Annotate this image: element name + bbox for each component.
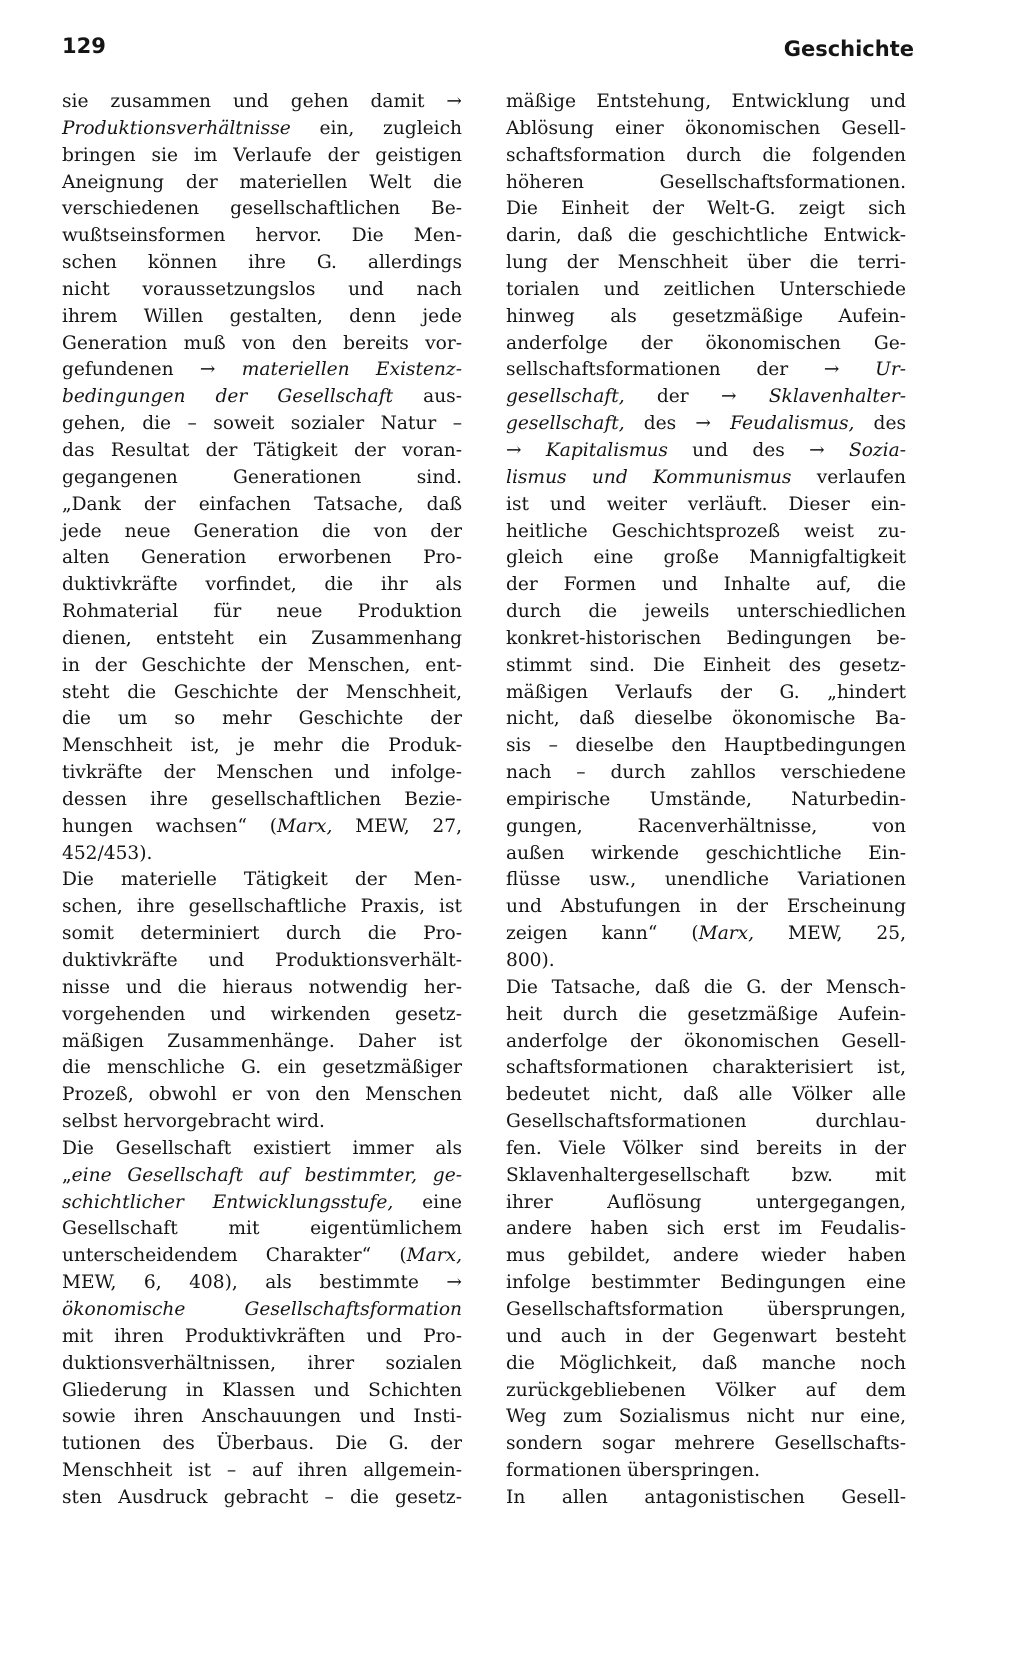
text-line [62,1243,462,1270]
text-segment: mäßigen Zusammenhänge. Daher ist [62,1030,462,1052]
text-line [62,357,462,384]
text-segment: sowie ihren Anschauungen und Insti- [62,1406,462,1428]
page-number: 129 [62,34,106,58]
text-line [62,492,462,519]
text-segment: MEW, 25, [754,923,906,945]
text-segment: nicht voraussetzungslos und nach [62,278,462,300]
text-line [506,304,906,331]
text-segment: die Möglichkeit, daß manche noch [506,1352,906,1374]
text-segment: in der Geschichte der Menschen, ent- [62,654,462,676]
italic-text: eine Gesellschaft auf bestimmter, ge- [71,1164,462,1186]
text-line [506,921,906,948]
text-segment: infolge bestimmter Bedingungen eine [506,1272,906,1294]
text-segment: nach – durch zahllos verschiedene [506,762,906,784]
text-segment: die menschliche G. ein gesetzmäßiger [62,1057,462,1079]
italic-text: bedingungen der Gesellschaft [62,386,394,408]
text-line [62,465,462,492]
text-line [506,1163,906,1190]
text-segment: andere haben sich erst im Feudalis- [506,1218,906,1240]
text-segment: empirische Umstände, Naturbedin- [506,788,906,810]
text-line [506,331,906,358]
text-segment: selbst hervorgebracht wird. [62,1111,325,1133]
italic-text: schichtlicher Entwicklungsstufe, [62,1191,394,1213]
text-line [62,384,462,411]
text-line [506,1485,906,1512]
text-segment: durch die jeweils unterschiedlichen [506,601,906,623]
text-line [62,1216,462,1243]
text-segment: Gesellschaft mit eigentümlichem [62,1218,462,1240]
text-line [506,519,906,546]
text-segment: Ablösung einer ökonomischen Gesell- [506,117,906,139]
text-segment: konkret-historischen Bedingungen be- [506,627,906,649]
italic-text: ökonomische Gesellschaftsformation [62,1298,462,1320]
text-segment: sellschaftsformationen der → [506,359,876,381]
text-segment: Weg zum Sozialismus nicht nur eine, [506,1406,906,1428]
text-line [62,411,462,438]
text-line [62,143,462,170]
text-segment: hungen wachsen“ ( [62,815,278,837]
text-segment: zurückgebliebenen Völker auf dem [506,1379,906,1401]
text-line [62,1270,462,1297]
text-segment: anderfolge der ökonomischen Gesell- [506,1030,906,1052]
text-segment: aus- [393,386,463,408]
text-line [62,545,462,572]
text-segment: Menschheit ist, je mehr die Produk- [62,735,462,757]
text-line [506,411,906,438]
text-segment: duktivkräfte und Produktionsverhält- [62,950,462,971]
italic-text: Marx, [698,923,755,945]
text-line [62,867,462,894]
text-segment: alten Generation erworbenen Pro- [62,547,462,569]
text-segment: hinweg als gesetzmäßige Aufein- [506,305,906,327]
text-line [62,519,462,546]
text-segment: schen können ihre G. allerdings [62,252,462,274]
italic-text: gesellschaft, [506,386,625,408]
text-segment: Rohmaterial für neue Produktion [62,601,462,623]
text-line [62,1136,462,1163]
text-line [506,170,906,197]
text-segment: der → [624,386,769,408]
text-line [62,733,462,760]
text-line [506,1082,906,1109]
text-segment: der Formen und Inhalte auf, die [506,574,906,596]
text-segment: vorgehenden und wirkenden gesetz- [62,1003,462,1025]
text-segment: fen. Viele Völker sind bereits in der [506,1137,906,1159]
text-line [506,89,906,116]
text-segment: gungen, Racenverhältnisse, von [506,815,906,837]
text-line [506,814,906,841]
italic-text: Feudalismus, [730,413,855,435]
text-line [506,116,906,143]
text-segment: die um so mehr Geschichte der [62,708,462,730]
text-line [506,1431,906,1458]
text-line [62,706,462,733]
text-segment: anderfolge der ökonomischen Ge- [506,332,906,354]
text-segment: bedeutet nicht, daß alle Völker alle [506,1084,906,1106]
text-line [506,384,906,411]
text-line [62,1297,462,1324]
text-line [506,1002,906,1029]
text-line [506,867,906,894]
text-segment: dienen, entsteht ein Zusammenhang [62,627,462,649]
text-segment: und auch in der Gegenwart besteht [506,1325,906,1347]
text-line [62,1431,462,1458]
text-line [62,1163,462,1190]
italic-text: materiellen Existenz- [241,359,462,381]
text-line [506,1297,906,1324]
text-segment: schaftsformationen charakterisiert ist, [506,1057,906,1079]
text-line [62,1055,462,1082]
text-line [62,170,462,197]
text-segment: gegangenen Generationen sind. [62,466,462,488]
text-line [506,894,906,921]
text-segment: Die materielle Tätigkeit der Men- [62,869,462,891]
text-line [62,1190,462,1217]
text-segment: MEW, 27, [332,815,462,837]
text-line [506,948,906,975]
text-segment: formationen überspringen. [506,1460,760,1482]
text-line [62,787,462,814]
text-segment: → [506,439,546,461]
text-segment: schaftsformation durch die folgenden [506,144,906,166]
italic-text: Marx, [406,1245,462,1267]
text-line [62,1109,462,1136]
text-line [62,304,462,331]
text-segment: und Abstufungen in der Erscheinung [506,896,906,918]
text-line [506,841,906,868]
italic-text: Kapitalismus [545,439,668,461]
text-segment: Generation muß von den bereits vor- [62,332,462,354]
text-line [506,357,906,384]
text-line [506,1270,906,1297]
text-line [506,975,906,1002]
text-segment: tivkräfte der Menschen und infolge- [62,762,462,784]
text-segment: sondern sogar mehrere Gesellschafts- [506,1433,906,1455]
italic-text: Sozia- [848,439,906,461]
text-line [506,1243,906,1270]
text-segment: unterscheidendem Charakter“ ( [62,1245,407,1267]
text-segment: lung der Menschheit über die terri- [506,252,906,274]
text-line [506,760,906,787]
italic-text: Ur- [875,359,906,381]
text-column-right [506,89,906,1512]
text-line [62,116,462,143]
text-segment: duktivkräfte vorfindet, die ihr als [62,574,462,596]
text-segment: 800). [506,950,555,971]
italic-text: Sklavenhalter- [768,386,906,408]
text-segment: Menschheit ist – auf ihren allgemein- [62,1460,462,1482]
text-line [62,814,462,841]
text-line [506,1055,906,1082]
text-segment: MEW, 6, 408), als bestimmte → [62,1272,462,1294]
text-segment: außen wirkende geschichtliche Ein- [506,842,906,864]
text-segment: des → [624,413,731,435]
text-segment: mäßigen Verlaufs der G. „hindert [506,681,906,703]
text-line [62,760,462,787]
text-line [506,599,906,626]
text-segment: mäßige Entstehung, Entwicklung und [506,91,906,112]
text-line [506,572,906,599]
text-line [62,1378,462,1405]
text-segment: verschiedenen gesellschaftlichen Be- [62,198,462,220]
text-segment: In allen antagonistischen Gesell- [506,1486,906,1508]
text-line [62,250,462,277]
text-line [62,438,462,465]
text-line [506,196,906,223]
text-line [506,223,906,250]
text-segment: sis – dieselbe den Hauptbedingungen [506,735,906,757]
text-line [62,626,462,653]
text-line [506,626,906,653]
text-segment: „ [62,1164,72,1186]
text-segment: höheren Gesellschaftsformationen. [506,171,906,193]
text-segment: tutionen des Überbaus. Die G. der [62,1433,462,1455]
text-line [62,921,462,948]
text-segment: sie zusammen und gehen damit → [62,91,462,112]
text-line [506,733,906,760]
text-segment: ist und weiter verläuft. Dieser ein- [506,493,906,515]
text-line [506,250,906,277]
text-line [506,680,906,707]
text-line [506,653,906,680]
text-segment: „Dank der einfachen Tatsache, daß [62,493,462,515]
italic-text: Marx, [277,815,333,837]
text-segment: gleich eine große Mannigfaltigkeit [506,547,906,569]
text-line [62,894,462,921]
text-segment: Gesellschaftsformation übersprungen, [506,1298,906,1320]
text-line [506,545,906,572]
text-segment: bringen sie im Verlaufe der geistigen [62,144,462,166]
text-segment: mit ihren Produktivkräften und Pro- [62,1325,462,1347]
text-segment: steht die Geschichte der Menschheit, [62,681,462,703]
text-line [506,1404,906,1431]
text-line [506,277,906,304]
text-segment: heitliche Geschichtsprozeß weist zu- [506,520,906,542]
italic-text: Produktionsverhältnisse [62,117,291,139]
text-line [62,1351,462,1378]
text-segment: Die Einheit der Welt-G. zeigt sich [506,198,906,220]
text-line [62,331,462,358]
text-column-left [62,89,462,1512]
text-segment: ihrem Willen gestalten, denn jede [62,305,462,327]
text-segment: Sklavenhaltergesellschaft bzw. mit [506,1164,906,1186]
text-segment: Aneignung der materiellen Welt die [62,171,462,193]
text-line [506,1190,906,1217]
text-line [62,1404,462,1431]
text-line [506,1351,906,1378]
text-line [62,599,462,626]
text-line [62,1029,462,1056]
text-segment: zeigen kann“ ( [506,923,699,945]
italic-text: gesellschaft, [506,413,625,435]
text-line [506,1136,906,1163]
text-line [506,1216,906,1243]
text-line [62,223,462,250]
text-segment: Gliederung in Klassen und Schichten [62,1379,462,1401]
text-segment: flüsse usw., unendliche Variationen [506,869,906,891]
text-line [506,143,906,170]
text-segment: somit determiniert durch die Pro- [62,923,462,945]
text-segment: ihrer Auflösung untergegangen, [506,1191,906,1213]
text-line [62,975,462,1002]
text-segment: darin, daß die geschichtliche Entwick- [506,225,906,247]
text-segment: nisse und die hieraus notwendig her- [62,976,462,998]
text-line [506,1109,906,1136]
text-line [506,706,906,733]
text-segment: jede neue Generation die von der [62,520,462,542]
text-line [62,841,462,868]
italic-text: lismus und Kommunismus [506,466,792,488]
text-segment: und des → [667,439,849,461]
text-segment: heit durch die gesetzmäßige Aufein- [506,1003,906,1025]
text-line [62,277,462,304]
text-segment: des [854,413,906,435]
text-line [62,572,462,599]
text-line [62,1002,462,1029]
text-line [62,680,462,707]
text-segment: verlaufen [791,466,906,488]
text-segment: stimmt sind. Die Einheit des gesetz- [506,654,906,676]
text-line [506,465,906,492]
text-line [506,492,906,519]
text-segment: mus gebildet, andere wieder haben [506,1245,906,1267]
text-segment: Prozeß, obwohl er von den Menschen [62,1084,462,1106]
text-segment: nicht, daß dieselbe ökonomische Ba- [506,708,906,730]
running-head: Geschichte [783,37,914,61]
text-line [506,1324,906,1351]
text-segment: eine [393,1191,463,1213]
text-segment: gefundenen → [62,359,242,381]
text-line [62,1324,462,1351]
text-segment: torialen und zeitlichen Unterschiede [506,278,906,300]
text-line [506,438,906,465]
text-line [62,1458,462,1485]
text-segment: ein, zugleich [290,117,462,139]
text-segment: wußtseinsformen hervor. Die Men- [62,225,462,247]
text-segment: 452/453). [62,842,153,864]
text-line [506,1378,906,1405]
text-segment: schen, ihre gesellschaftliche Praxis, ist [62,896,462,918]
text-line [506,787,906,814]
text-segment: gehen, die – soweit sozialer Natur – [62,413,462,435]
text-segment: dessen ihre gesellschaftlichen Bezie- [62,788,462,810]
text-line [506,1029,906,1056]
text-line [62,89,462,116]
text-segment: das Resultat der Tätigkeit der voran- [62,439,462,461]
text-segment: sten Ausdruck gebracht – die gesetz- [62,1486,462,1508]
text-line [62,196,462,223]
text-line [506,1458,906,1485]
text-segment: Die Tatsache, daß die G. der Mensch- [506,976,906,998]
text-line [62,948,462,975]
text-line [62,1082,462,1109]
text-segment: Die Gesellschaft existiert immer als [62,1137,462,1159]
text-segment: Gesellschaftsformationen durchlau- [506,1111,906,1133]
text-line [62,653,462,680]
text-segment: duktionsverhältnissen, ihrer sozialen [62,1352,462,1374]
text-line [62,1485,462,1512]
